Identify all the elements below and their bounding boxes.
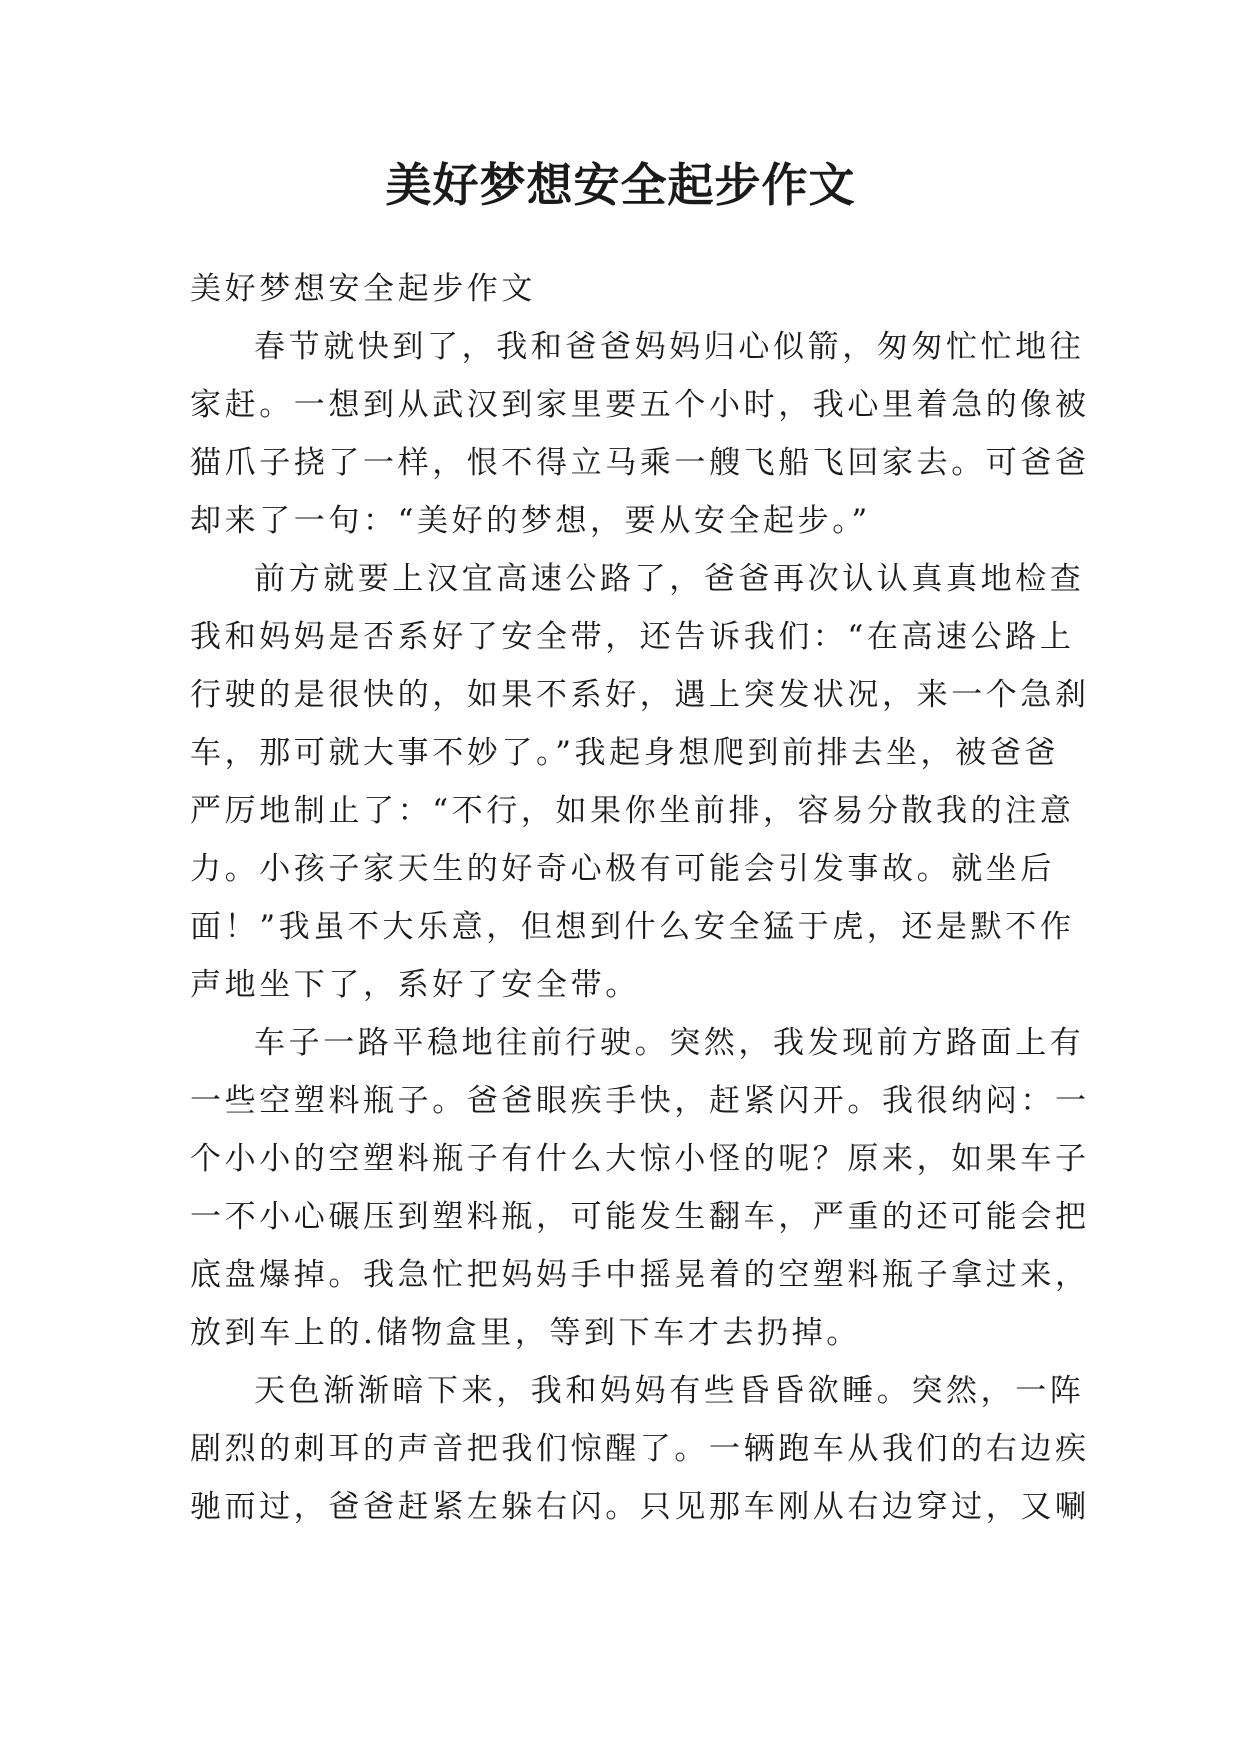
paragraph-line: 春节就快到了，我和爸爸妈妈归心似箭，匆匆忙忙地往 [254,329,1085,365]
paragraph-line: 猫爪子挠了一样，恨不得立马乘一艘飞船飞回家去。可爸爸 [190,445,1090,481]
paragraph-line: 面！”我虽不大乐意，但想到什么安全猛于虎，还是默不作 [190,909,1075,945]
paragraph-line: 前方就要上汉宜高速公路了，爸爸再次认认真真地检查 [254,561,1085,597]
paragraph-line: 严厉地制止了：“不行，如果你坐前排，容易分散我的注意 [190,793,1075,829]
paragraph-line: 车，那可就大事不妙了。”我起身想爬到前排去坐，被爸爸 [190,735,1059,771]
document-title: 美好梦想安全起步作文 [385,158,856,212]
paragraph-line: 剧烈的刺耳的声音把我们惊醒了。一辆跑车从我们的右边疾 [190,1431,1090,1467]
paragraph-line: 家赶。一想到从武汉到家里要五个小时，我心里着急的像被 [190,387,1090,423]
paragraph-line: 放到车上的.储物盒里，等到下车才去扔掉。 [190,1315,861,1351]
paragraph-line: 一些空塑料瓶子。爸爸眼疾手快，赶紧闪开。我很纳闷：一 [190,1083,1090,1119]
paragraph-line: 我和妈妈是否系好了安全带，还告诉我们：“在高速公路上 [190,619,1075,655]
paragraph-line: 一不小心碾压到塑料瓶，可能发生翻车，严重的还可能会把 [190,1199,1090,1235]
paragraph-line: 力。小孩子家天生的好奇心极有可能会引发事故。就坐后 [190,851,1055,887]
paragraph-line: 天色渐渐暗下来，我和妈妈有些昏昏欲睡。突然，一阵 [254,1373,1085,1409]
document-body [190,260,1090,1536]
paragraph-line: 却来了一句：“美好的梦想，要从安全起步。” [190,503,871,539]
paragraph-line: 底盘爆掉。我急忙把妈妈手中摇晃着的空塑料瓶子拿过来， [190,1257,1090,1293]
paragraph-line: 声地坐下了，系好了安全带。 [190,967,640,1003]
paragraph-line: 个小小的空塑料瓶子有什么大惊小怪的呢？原来，如果车子 [190,1141,1090,1177]
paragraph-line: 驰而过，爸爸赶紧左躲右闪。只见那车刚从右边穿过，又唰 [190,1489,1090,1525]
subtitle-line: 美好梦想安全起步作文 [190,271,536,307]
paragraph-line: 车子一路平稳地往前行驶。突然，我发现前方路面上有 [254,1025,1085,1061]
paragraph-line: 行驶的是很快的，如果不系好，遇上突发状况，来一个急刹 [190,677,1090,713]
